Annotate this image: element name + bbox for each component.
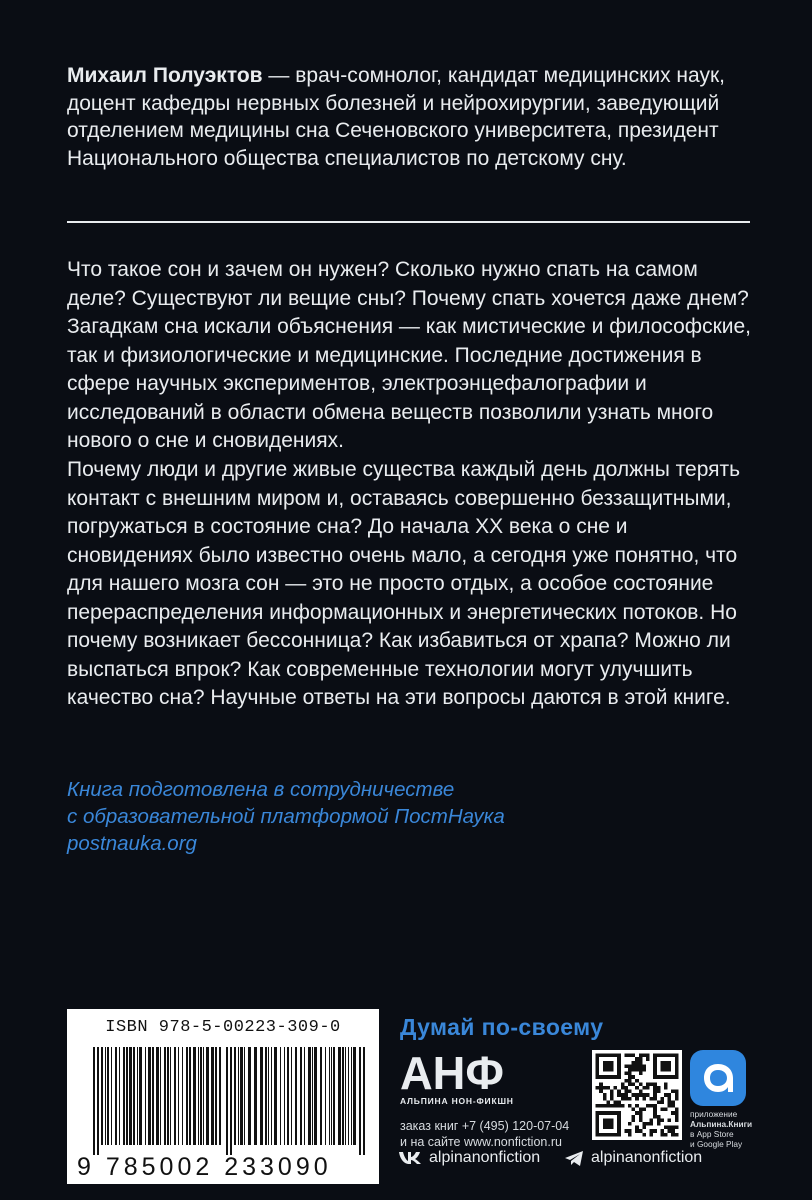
order-info xyxy=(400,1118,569,1150)
app-caption xyxy=(690,1109,780,1149)
app-caption-line-2: Альпина.Книги xyxy=(690,1119,753,1129)
publisher-logo xyxy=(400,1052,504,1092)
order-phone: заказ книг +7 (495) 120-07-04 xyxy=(400,1119,570,1133)
divider-line xyxy=(67,221,750,223)
barcode-bars xyxy=(93,1047,365,1155)
author-bio xyxy=(67,62,757,172)
telegram-handle: alpinanonfiction xyxy=(591,1149,703,1166)
author-name: Михаил Полуэктов xyxy=(67,64,263,87)
qr-code[interactable] xyxy=(592,1050,682,1140)
vk-icon xyxy=(398,1151,422,1165)
publisher-name: АЛЬПИНА НОН-ФИКШН xyxy=(400,1096,514,1106)
publisher-logo-text: АНФ xyxy=(400,1052,504,1092)
vk-handle: alpinanonfiction xyxy=(429,1149,541,1166)
app-logo-icon xyxy=(690,1050,746,1106)
barcode-block xyxy=(67,1009,379,1184)
partnership-note xyxy=(67,776,667,857)
order-website[interactable]: и на сайте www.nonfiction.ru xyxy=(400,1135,562,1149)
publisher-slogan: Думай по-своему xyxy=(400,1014,604,1040)
app-caption-line-3: в App Store xyxy=(690,1129,734,1139)
telegram-icon xyxy=(564,1150,584,1167)
app-icon[interactable] xyxy=(690,1050,746,1106)
telegram-link[interactable] xyxy=(564,1149,702,1167)
partnership-line-2: с образовательной платформой ПостНаука xyxy=(67,805,505,828)
partnership-line-1: Книга подготовлена в сотрудничестве xyxy=(67,778,455,801)
partner-url[interactable]: postnauka.org xyxy=(67,832,197,855)
isbn-number: ISBN 978-5-00223-309-0 xyxy=(105,1018,341,1037)
description-paragraph-1: Что такое сон и зачем он нужен? Сколько нужно спать на самом деле? Существуют ли вещие сны? Почему спать хочется даже днем? Загадкам сна искали объяснения — как мистические и философские, так и физиологические и медицинские. Последние достижения в сфере научных экспериментов, электроэнцефалографии и исследований в области обмена веществ позволили узнать много нового о сне и сновидениях. xyxy=(67,258,752,452)
ean-number: 9 785002 233090 xyxy=(77,1153,332,1181)
app-caption-line-4: и Google Play xyxy=(690,1139,743,1149)
vk-link[interactable] xyxy=(398,1149,540,1167)
description-paragraph-2: Почему люди и другие живые существа каждый день должны терять контакт с внешним миром и, оставаясь совершенно беззащитными, погружаться в состояние сна? До начала XX века о сне и сновидениях было известно очень мало, а сегодня уже понятно, что для нашего мозга сон — это не просто отдых, а особое состояние перераспределения информационных и энергетических потоков. Но почему возникает бессонница? Как избавиться от храпа? Можно ли выспаться впрок? Как современные технологии могут улучшить качество сна? Научные ответы на эти вопросы даются в этой книге. xyxy=(67,458,741,709)
author-bio-text: — врач-сомнолог, кандидат медицинских наук, доцент кафедры нервных болезней и нейрохирургии, заведующий отделением медицины сна Сеченовского университета, президент Национального общества специалистов по детскому сну. xyxy=(67,64,725,170)
app-caption-line-1: приложение xyxy=(690,1109,738,1119)
